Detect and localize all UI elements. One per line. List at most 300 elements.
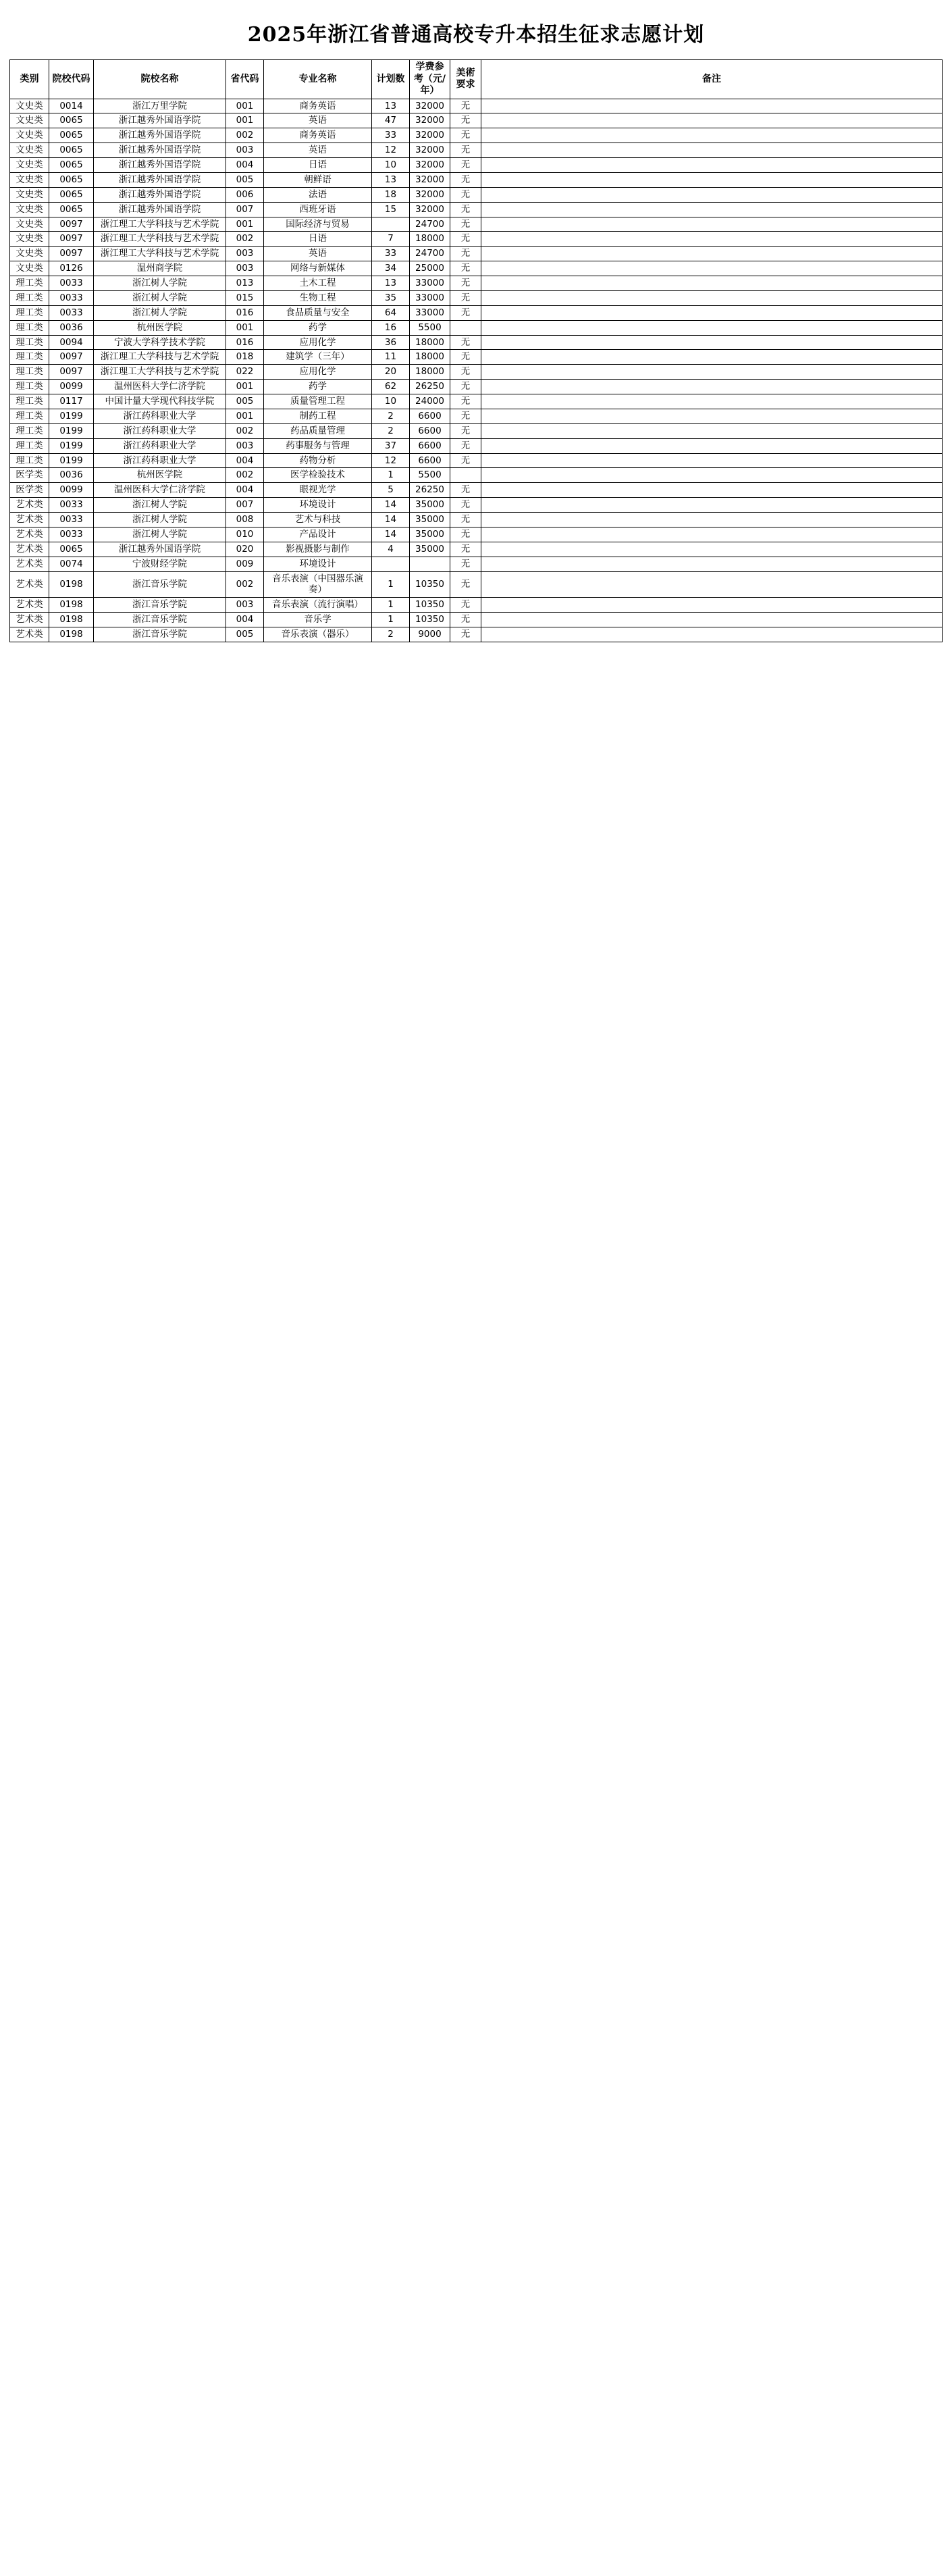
cell-fee: 18000 — [410, 350, 450, 365]
cell-plan: 12 — [372, 453, 410, 468]
cell-fee: 6600 — [410, 438, 450, 453]
cell-school-code: 0033 — [49, 276, 94, 291]
cell-school-name: 浙江理工大学科技与艺术学院 — [94, 247, 226, 261]
cell-major-code: 016 — [226, 305, 264, 320]
cell-note — [481, 627, 943, 642]
cell-fee: 24700 — [410, 247, 450, 261]
cell-plan: 20 — [372, 365, 410, 380]
cell-major-name: 日语 — [264, 232, 372, 247]
cell-school-code: 0065 — [49, 542, 94, 557]
cell-fee: 10350 — [410, 571, 450, 598]
cell-major-name: 音乐表演（中国器乐演奏） — [264, 571, 372, 598]
header-note: 备注 — [481, 60, 943, 99]
cell-extra-req: 无 — [450, 261, 481, 276]
cell-major-code: 004 — [226, 158, 264, 173]
cell-category: 艺术类 — [10, 627, 49, 642]
cell-extra-req: 无 — [450, 335, 481, 350]
cell-major-name: 朝鲜语 — [264, 172, 372, 187]
cell-plan: 7 — [372, 232, 410, 247]
cell-school-name: 浙江越秀外国语学院 — [94, 128, 226, 143]
cell-major-code: 005 — [226, 627, 264, 642]
cell-note — [481, 571, 943, 598]
cell-school-name: 浙江药科职业大学 — [94, 438, 226, 453]
cell-school-name: 温州商学院 — [94, 261, 226, 276]
table-row — [10, 217, 943, 232]
cell-note — [481, 513, 943, 527]
cell-fee: 33000 — [410, 290, 450, 305]
cell-major-name: 音乐学 — [264, 613, 372, 627]
cell-extra-req: 无 — [450, 483, 481, 498]
cell-major-name: 商务英语 — [264, 128, 372, 143]
cell-school-name: 浙江理工大学科技与艺术学院 — [94, 232, 226, 247]
cell-category: 艺术类 — [10, 613, 49, 627]
document-title: 2025年浙江省普通高校专升本招生征求志愿计划 — [247, 23, 705, 47]
cell-extra-req: 无 — [450, 627, 481, 642]
cell-school-code: 0097 — [49, 350, 94, 365]
cell-plan: 1 — [372, 598, 410, 613]
cell-major-code: 004 — [226, 453, 264, 468]
cell-major-name: 产品设计 — [264, 527, 372, 542]
cell-school-code: 0199 — [49, 423, 94, 438]
header-fee: 学费参考（元/年） — [410, 60, 450, 99]
cell-major-name: 日语 — [264, 158, 372, 173]
cell-school-name: 温州医科大学仁济学院 — [94, 380, 226, 394]
cell-category: 艺术类 — [10, 598, 49, 613]
cell-extra-req: 无 — [450, 527, 481, 542]
cell-school-code: 0065 — [49, 128, 94, 143]
cell-plan: 10 — [372, 394, 410, 409]
table-row — [10, 247, 943, 261]
cell-major-code: 001 — [226, 409, 264, 423]
cell-school-name: 宁波大学科学技术学院 — [94, 335, 226, 350]
table-row — [10, 453, 943, 468]
header-school-code: 院校代码 — [49, 60, 94, 99]
cell-note — [481, 453, 943, 468]
cell-plan: 15 — [372, 202, 410, 217]
cell-school-code: 0117 — [49, 394, 94, 409]
cell-note — [481, 247, 943, 261]
cell-plan: 13 — [372, 276, 410, 291]
cell-major-name: 建筑学（三年） — [264, 350, 372, 365]
cell-fee: 33000 — [410, 276, 450, 291]
table-row — [10, 542, 943, 557]
table-row — [10, 380, 943, 394]
cell-school-name: 浙江音乐学院 — [94, 627, 226, 642]
cell-category: 文史类 — [10, 202, 49, 217]
cell-major-code: 022 — [226, 365, 264, 380]
table-row — [10, 158, 943, 173]
cell-plan: 5 — [372, 483, 410, 498]
cell-category: 理工类 — [10, 276, 49, 291]
cell-major-name: 药学 — [264, 380, 372, 394]
table-row — [10, 613, 943, 627]
table-row — [10, 598, 943, 613]
cell-extra-req: 无 — [450, 453, 481, 468]
cell-category: 艺术类 — [10, 527, 49, 542]
cell-school-name: 浙江音乐学院 — [94, 571, 226, 598]
cell-extra-req: 无 — [450, 498, 481, 513]
cell-school-name: 浙江越秀外国语学院 — [94, 113, 226, 128]
cell-major-code: 006 — [226, 187, 264, 202]
cell-school-name: 浙江理工大学科技与艺术学院 — [94, 217, 226, 232]
cell-plan: 37 — [372, 438, 410, 453]
cell-school-code: 0198 — [49, 598, 94, 613]
cell-major-name: 制药工程 — [264, 409, 372, 423]
cell-fee: 5500 — [410, 320, 450, 335]
cell-note — [481, 380, 943, 394]
cell-category: 文史类 — [10, 217, 49, 232]
cell-note — [481, 350, 943, 365]
cell-major-name: 国际经济与贸易 — [264, 217, 372, 232]
cell-fee: 32000 — [410, 172, 450, 187]
cell-category: 文史类 — [10, 261, 49, 276]
header-category: 类别 — [10, 60, 49, 99]
cell-major-code: 002 — [226, 571, 264, 598]
cell-major-code: 015 — [226, 290, 264, 305]
table-row — [10, 513, 943, 527]
cell-school-name: 中国计量大学现代科技学院 — [94, 394, 226, 409]
cell-plan: 18 — [372, 187, 410, 202]
cell-extra-req: 无 — [450, 187, 481, 202]
cell-school-code: 0014 — [49, 99, 94, 113]
cell-school-code: 0199 — [49, 409, 94, 423]
cell-school-code: 0033 — [49, 513, 94, 527]
cell-major-code: 008 — [226, 513, 264, 527]
cell-category: 医学类 — [10, 468, 49, 483]
cell-plan: 35 — [372, 290, 410, 305]
cell-plan: 62 — [372, 380, 410, 394]
header-extra-req: 美術要求 — [450, 60, 481, 99]
cell-school-code: 0198 — [49, 613, 94, 627]
cell-fee — [410, 557, 450, 571]
cell-category: 文史类 — [10, 247, 49, 261]
cell-extra-req: 无 — [450, 350, 481, 365]
table-row — [10, 571, 943, 598]
cell-fee: 9000 — [410, 627, 450, 642]
cell-note — [481, 128, 943, 143]
cell-category: 理工类 — [10, 290, 49, 305]
cell-plan: 13 — [372, 172, 410, 187]
cell-extra-req: 无 — [450, 158, 481, 173]
cell-fee: 18000 — [410, 365, 450, 380]
cell-extra-req: 无 — [450, 571, 481, 598]
cell-school-code: 0065 — [49, 172, 94, 187]
cell-school-name: 杭州医学院 — [94, 468, 226, 483]
cell-note — [481, 187, 943, 202]
cell-fee: 25000 — [410, 261, 450, 276]
cell-category: 理工类 — [10, 453, 49, 468]
cell-category: 理工类 — [10, 423, 49, 438]
cell-note — [481, 276, 943, 291]
table-row — [10, 423, 943, 438]
cell-plan: 1 — [372, 468, 410, 483]
cell-school-code: 0036 — [49, 468, 94, 483]
cell-plan: 16 — [372, 320, 410, 335]
cell-major-code: 002 — [226, 423, 264, 438]
cell-fee: 32000 — [410, 187, 450, 202]
cell-category: 艺术类 — [10, 513, 49, 527]
cell-note — [481, 113, 943, 128]
cell-category: 文史类 — [10, 232, 49, 247]
cell-fee: 26250 — [410, 380, 450, 394]
cell-category: 文史类 — [10, 187, 49, 202]
cell-fee: 35000 — [410, 527, 450, 542]
cell-category: 理工类 — [10, 365, 49, 380]
header-major-name: 专业名称 — [264, 60, 372, 99]
cell-note — [481, 394, 943, 409]
cell-extra-req: 无 — [450, 438, 481, 453]
cell-fee: 6600 — [410, 423, 450, 438]
cell-school-name: 温州医科大学仁济学院 — [94, 483, 226, 498]
cell-plan: 36 — [372, 335, 410, 350]
cell-plan: 13 — [372, 99, 410, 113]
cell-note — [481, 202, 943, 217]
cell-extra-req: 无 — [450, 513, 481, 527]
cell-fee: 5500 — [410, 468, 450, 483]
cell-note — [481, 172, 943, 187]
cell-major-name: 土木工程 — [264, 276, 372, 291]
cell-note — [481, 99, 943, 113]
cell-major-code: 003 — [226, 143, 264, 158]
header-plan: 计划数 — [372, 60, 410, 99]
cell-category: 艺术类 — [10, 542, 49, 557]
cell-category: 医学类 — [10, 483, 49, 498]
cell-major-name: 网络与新媒体 — [264, 261, 372, 276]
cell-fee: 32000 — [410, 99, 450, 113]
cell-category: 文史类 — [10, 113, 49, 128]
cell-fee: 10350 — [410, 598, 450, 613]
cell-major-name: 药物分析 — [264, 453, 372, 468]
cell-fee: 32000 — [410, 143, 450, 158]
cell-school-code: 0033 — [49, 305, 94, 320]
cell-category: 文史类 — [10, 172, 49, 187]
cell-category: 文史类 — [10, 158, 49, 173]
cell-major-code: 016 — [226, 335, 264, 350]
cell-plan: 47 — [372, 113, 410, 128]
cell-major-code: 003 — [226, 598, 264, 613]
header-major-code: 省代码 — [226, 60, 264, 99]
table-body — [10, 99, 943, 642]
cell-category: 理工类 — [10, 350, 49, 365]
cell-plan: 14 — [372, 527, 410, 542]
cell-school-code: 0099 — [49, 380, 94, 394]
cell-note — [481, 143, 943, 158]
cell-school-code: 0065 — [49, 113, 94, 128]
cell-school-name: 浙江越秀外国语学院 — [94, 542, 226, 557]
cell-school-code: 0065 — [49, 158, 94, 173]
cell-major-code: 001 — [226, 113, 264, 128]
cell-fee: 32000 — [410, 113, 450, 128]
enrollment-plan-table — [9, 59, 943, 642]
cell-school-code: 0099 — [49, 483, 94, 498]
cell-major-code: 005 — [226, 172, 264, 187]
cell-major-name: 眼视光学 — [264, 483, 372, 498]
cell-note — [481, 305, 943, 320]
cell-school-code: 0198 — [49, 571, 94, 598]
table-row — [10, 320, 943, 335]
table-row — [10, 627, 943, 642]
cell-extra-req: 无 — [450, 217, 481, 232]
cell-plan — [372, 217, 410, 232]
cell-plan: 1 — [372, 571, 410, 598]
cell-fee: 32000 — [410, 128, 450, 143]
cell-major-name: 药事服务与管理 — [264, 438, 372, 453]
cell-extra-req: 无 — [450, 409, 481, 423]
cell-extra-req: 无 — [450, 128, 481, 143]
cell-school-name: 浙江音乐学院 — [94, 613, 226, 627]
cell-extra-req: 无 — [450, 172, 481, 187]
cell-note — [481, 261, 943, 276]
cell-extra-req: 无 — [450, 394, 481, 409]
cell-school-code: 0065 — [49, 202, 94, 217]
cell-extra-req: 无 — [450, 290, 481, 305]
cell-school-code: 0198 — [49, 627, 94, 642]
cell-major-name: 质量管理工程 — [264, 394, 372, 409]
table-row — [10, 232, 943, 247]
cell-extra-req — [450, 468, 481, 483]
cell-category: 理工类 — [10, 320, 49, 335]
cell-extra-req: 无 — [450, 557, 481, 571]
cell-extra-req: 无 — [450, 423, 481, 438]
table-row — [10, 99, 943, 113]
cell-major-code: 001 — [226, 320, 264, 335]
cell-fee: 35000 — [410, 513, 450, 527]
cell-school-name: 浙江理工大学科技与艺术学院 — [94, 365, 226, 380]
cell-school-name: 浙江万里学院 — [94, 99, 226, 113]
cell-category: 文史类 — [10, 99, 49, 113]
table-row — [10, 113, 943, 128]
cell-category: 艺术类 — [10, 498, 49, 513]
cell-category: 理工类 — [10, 380, 49, 394]
cell-category: 艺术类 — [10, 571, 49, 598]
cell-extra-req: 无 — [450, 232, 481, 247]
cell-extra-req: 无 — [450, 380, 481, 394]
cell-school-code: 0126 — [49, 261, 94, 276]
cell-extra-req: 无 — [450, 365, 481, 380]
table-header-row — [10, 60, 943, 99]
cell-school-code: 0097 — [49, 217, 94, 232]
table-row — [10, 365, 943, 380]
cell-category: 理工类 — [10, 394, 49, 409]
table-row — [10, 290, 943, 305]
cell-extra-req: 无 — [450, 305, 481, 320]
cell-fee: 35000 — [410, 542, 450, 557]
cell-note — [481, 542, 943, 557]
cell-extra-req: 无 — [450, 202, 481, 217]
cell-note — [481, 232, 943, 247]
cell-major-name: 英语 — [264, 113, 372, 128]
cell-major-code: 010 — [226, 527, 264, 542]
cell-category: 理工类 — [10, 409, 49, 423]
cell-plan: 34 — [372, 261, 410, 276]
cell-school-code: 0097 — [49, 232, 94, 247]
cell-major-name: 法语 — [264, 187, 372, 202]
cell-school-name: 浙江树人学院 — [94, 290, 226, 305]
cell-fee: 18000 — [410, 335, 450, 350]
cell-major-name: 英语 — [264, 247, 372, 261]
cell-school-code: 0033 — [49, 527, 94, 542]
table-row — [10, 350, 943, 365]
cell-plan: 2 — [372, 423, 410, 438]
header-school-name: 院校名称 — [94, 60, 226, 99]
cell-major-code: 004 — [226, 613, 264, 627]
cell-school-code: 0065 — [49, 187, 94, 202]
cell-category: 理工类 — [10, 335, 49, 350]
cell-major-name: 医学检验技术 — [264, 468, 372, 483]
cell-school-name: 杭州医学院 — [94, 320, 226, 335]
cell-school-name: 浙江理工大学科技与艺术学院 — [94, 350, 226, 365]
cell-note — [481, 423, 943, 438]
cell-major-name: 环境设计 — [264, 498, 372, 513]
cell-plan: 14 — [372, 513, 410, 527]
cell-school-code: 0199 — [49, 438, 94, 453]
cell-plan: 64 — [372, 305, 410, 320]
cell-school-code: 0033 — [49, 498, 94, 513]
cell-fee: 24700 — [410, 217, 450, 232]
cell-fee: 18000 — [410, 232, 450, 247]
cell-major-code: 001 — [226, 380, 264, 394]
cell-category: 艺术类 — [10, 557, 49, 571]
cell-fee: 10350 — [410, 613, 450, 627]
table-row — [10, 187, 943, 202]
table-row — [10, 409, 943, 423]
cell-extra-req: 无 — [450, 598, 481, 613]
table-row — [10, 335, 943, 350]
cell-school-name: 浙江音乐学院 — [94, 598, 226, 613]
cell-major-code: 013 — [226, 276, 264, 291]
cell-school-name: 浙江树人学院 — [94, 513, 226, 527]
cell-school-name: 浙江树人学院 — [94, 498, 226, 513]
cell-note — [481, 598, 943, 613]
table-row — [10, 557, 943, 571]
cell-major-name: 应用化学 — [264, 335, 372, 350]
cell-major-code: 004 — [226, 483, 264, 498]
cell-school-code: 0097 — [49, 247, 94, 261]
cell-school-name: 浙江越秀外国语学院 — [94, 187, 226, 202]
cell-plan: 4 — [372, 542, 410, 557]
cell-school-name: 浙江越秀外国语学院 — [94, 172, 226, 187]
cell-extra-req: 无 — [450, 613, 481, 627]
cell-major-name: 西班牙语 — [264, 202, 372, 217]
cell-extra-req: 无 — [450, 276, 481, 291]
cell-major-name: 音乐表演（流行演唱） — [264, 598, 372, 613]
table-row — [10, 172, 943, 187]
cell-extra-req: 无 — [450, 99, 481, 113]
cell-note — [481, 335, 943, 350]
cell-category: 文史类 — [10, 143, 49, 158]
table-row — [10, 202, 943, 217]
cell-category: 理工类 — [10, 438, 49, 453]
cell-major-name: 影视摄影与制作 — [264, 542, 372, 557]
cell-school-code: 0097 — [49, 365, 94, 380]
cell-school-name: 浙江树人学院 — [94, 276, 226, 291]
cell-plan: 2 — [372, 627, 410, 642]
cell-major-code: 005 — [226, 394, 264, 409]
cell-note — [481, 320, 943, 335]
table-row — [10, 498, 943, 513]
table-row — [10, 468, 943, 483]
cell-major-name: 药品质量管理 — [264, 423, 372, 438]
table-row — [10, 305, 943, 320]
cell-major-code: 001 — [226, 99, 264, 113]
cell-school-name: 浙江越秀外国语学院 — [94, 158, 226, 173]
cell-plan — [372, 557, 410, 571]
cell-major-code: 002 — [226, 232, 264, 247]
cell-school-name: 浙江树人学院 — [94, 527, 226, 542]
cell-note — [481, 527, 943, 542]
table-row — [10, 128, 943, 143]
cell-major-name: 商务英语 — [264, 99, 372, 113]
